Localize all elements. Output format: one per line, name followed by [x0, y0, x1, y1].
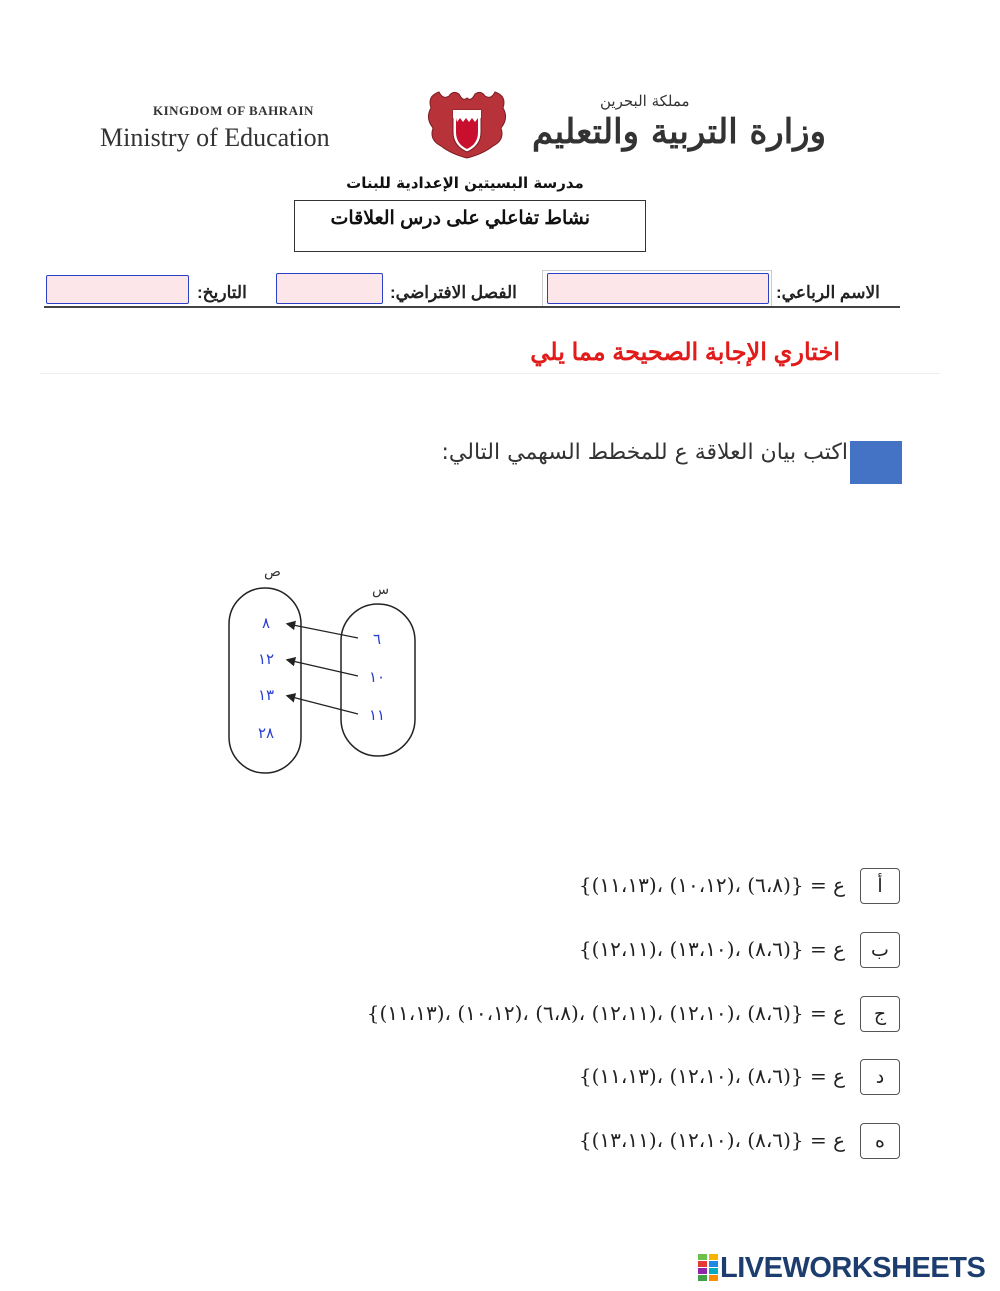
- set-x-label: س: [372, 582, 390, 598]
- arrow-diagram: [220, 560, 430, 785]
- option-4-button[interactable]: د: [860, 1059, 900, 1095]
- liveworksheets-brand: LIVEWORKSHEETS: [720, 1252, 986, 1284]
- option-5-text: {(١٣،١١)، (١٢،١٠)، (٨،٦)} = ع: [578, 1128, 845, 1152]
- ministry-en-text: Ministry of Education: [100, 123, 330, 152]
- option-3-text: {(١١،١٣)، (١٠،١٢)، (٦،٨)، (١٢،١١)، (١٢،١٠)، (٨،٦)} = ع: [366, 1001, 845, 1025]
- set-y-value: ١٣: [257, 686, 275, 704]
- option-5-button[interactable]: ه: [860, 1123, 900, 1159]
- date-label: التاريخ:: [197, 283, 247, 302]
- option-1-button[interactable]: أ: [860, 868, 900, 904]
- set-x-value: ١١: [368, 706, 386, 724]
- option-4-text: {(١١،١٣)، (١٢،١٠)، (٨،٦)} = ع: [578, 1064, 845, 1088]
- relation-arrow: [288, 624, 358, 638]
- liveworksheets-logo-icon: [698, 1254, 718, 1282]
- name-input[interactable]: [547, 273, 769, 304]
- option-1-text: {(١١،١٣)، (١٠،١٢)، (٦،٨)} = ع: [578, 873, 845, 897]
- set-y-label: ص: [264, 564, 281, 580]
- date-input[interactable]: [46, 275, 189, 304]
- kingdom-ar-text: مملكة البحرين: [600, 92, 690, 110]
- fields-underline: [44, 306, 900, 308]
- name-label: الاسم الرباعي:: [776, 283, 880, 302]
- option-2-button[interactable]: ب: [860, 932, 900, 968]
- instruction-heading: اختاري الإجابة الصحيحة مما يلي: [530, 339, 840, 366]
- relation-arrow: [288, 696, 358, 714]
- set-y-value: ١٢: [257, 650, 275, 668]
- option-3-button[interactable]: ج: [860, 996, 900, 1032]
- instruction-divider: [40, 373, 940, 374]
- class-label: الفصل الافتراضي:: [390, 283, 517, 302]
- class-input[interactable]: [276, 273, 383, 304]
- bahrain-crest-logo: [423, 88, 511, 160]
- question-marker: [850, 441, 902, 484]
- set-y-value: ٨: [261, 614, 271, 632]
- ministry-ar-text: وزارة التربية والتعليم: [532, 112, 826, 152]
- kingdom-en-text: KINGDOM OF BAHRAIN: [153, 103, 314, 118]
- question-text: اكتب بيان العلاقة ع للمخطط السهمي التالي:: [441, 440, 848, 465]
- option-2-text: {(١٢،١١)، (١٣،١٠)، (٨،٦)} = ع: [578, 937, 845, 961]
- set-y-value: ٢٨: [257, 724, 275, 742]
- worksheet-title: نشاط تفاعلي على درس العلاقات: [330, 208, 590, 229]
- relation-arrow: [288, 660, 358, 676]
- set-x-value: ٦: [372, 630, 382, 648]
- set-x-value: ١٠: [368, 668, 386, 686]
- school-name: مدرسة البسيتين الإعدادية للبنات: [346, 174, 584, 192]
